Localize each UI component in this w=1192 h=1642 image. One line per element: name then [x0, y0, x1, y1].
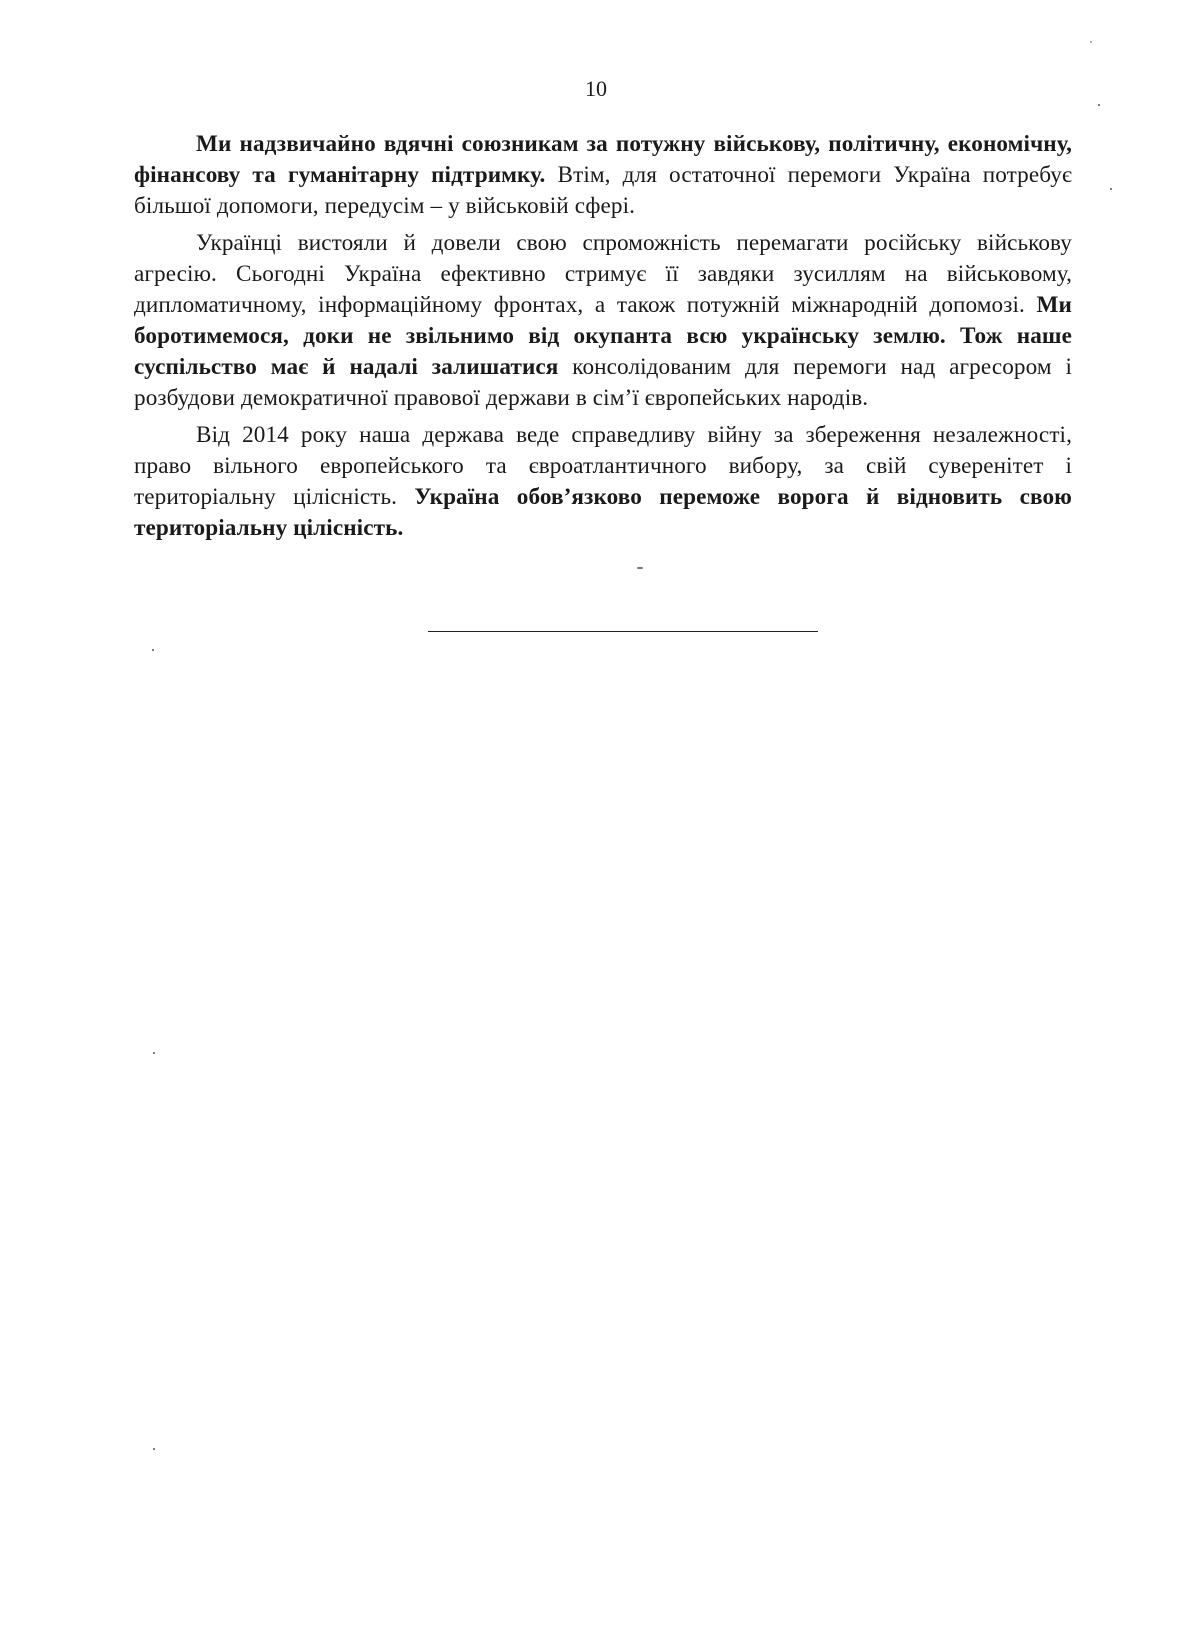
paragraph-allies-support [134, 129, 1072, 222]
paragraph-war-since-2014 [134, 420, 1072, 544]
text-run: Українці вистояли й довели свою спроможність перемагати російську військову агресію. Сьогодні Україна ефективно стримує її завдяки зусиллям на військовому, дипломатичному, інформаційному фронтах, а також потужній міжнародній допомозі. [134, 230, 1072, 318]
scan-speck [153, 1448, 155, 1450]
end-separator-line [428, 631, 818, 632]
page-number: 10 [585, 76, 607, 101]
text-run: Втім, для остаточної перемоги Україна потребує більшої допомоги, передусім – у військовій сфері. [134, 162, 1072, 219]
document-body [134, 129, 1072, 550]
scan-speck [1098, 104, 1100, 106]
text-run: Ми боротимемося, доки не звільнимо від окупанта всю українську землю. Тож наше суспільство має й надалі залишатися [134, 292, 1073, 380]
paragraph-ukrainians-resistance [134, 228, 1072, 414]
text-run: Ми надзвичайно вдячні союзникам за потужну військову, політичну, економічну, фінансову та гуманітарну підтримку. [134, 131, 1072, 188]
scan-speck [152, 649, 154, 651]
scan-speck [1110, 188, 1112, 190]
text-run: Від 2014 року наша держава веде справедливу війну за збереження незалежності, право вільного европейського та євроатлантичного вибору, за свій суверенітет і територіальну цілісність. [134, 422, 1072, 510]
scan-speck [1090, 41, 1092, 43]
scan-speck [637, 567, 643, 569]
text-run: консолідованим для перемоги над агресором і розбудови демократичної правової держави в сім’ї європейських народів. [134, 354, 1073, 411]
text-run: Україна обов’язково переможе ворога й відновить свою територіальну цілісність. [134, 484, 1072, 541]
scan-speck [153, 1052, 155, 1054]
